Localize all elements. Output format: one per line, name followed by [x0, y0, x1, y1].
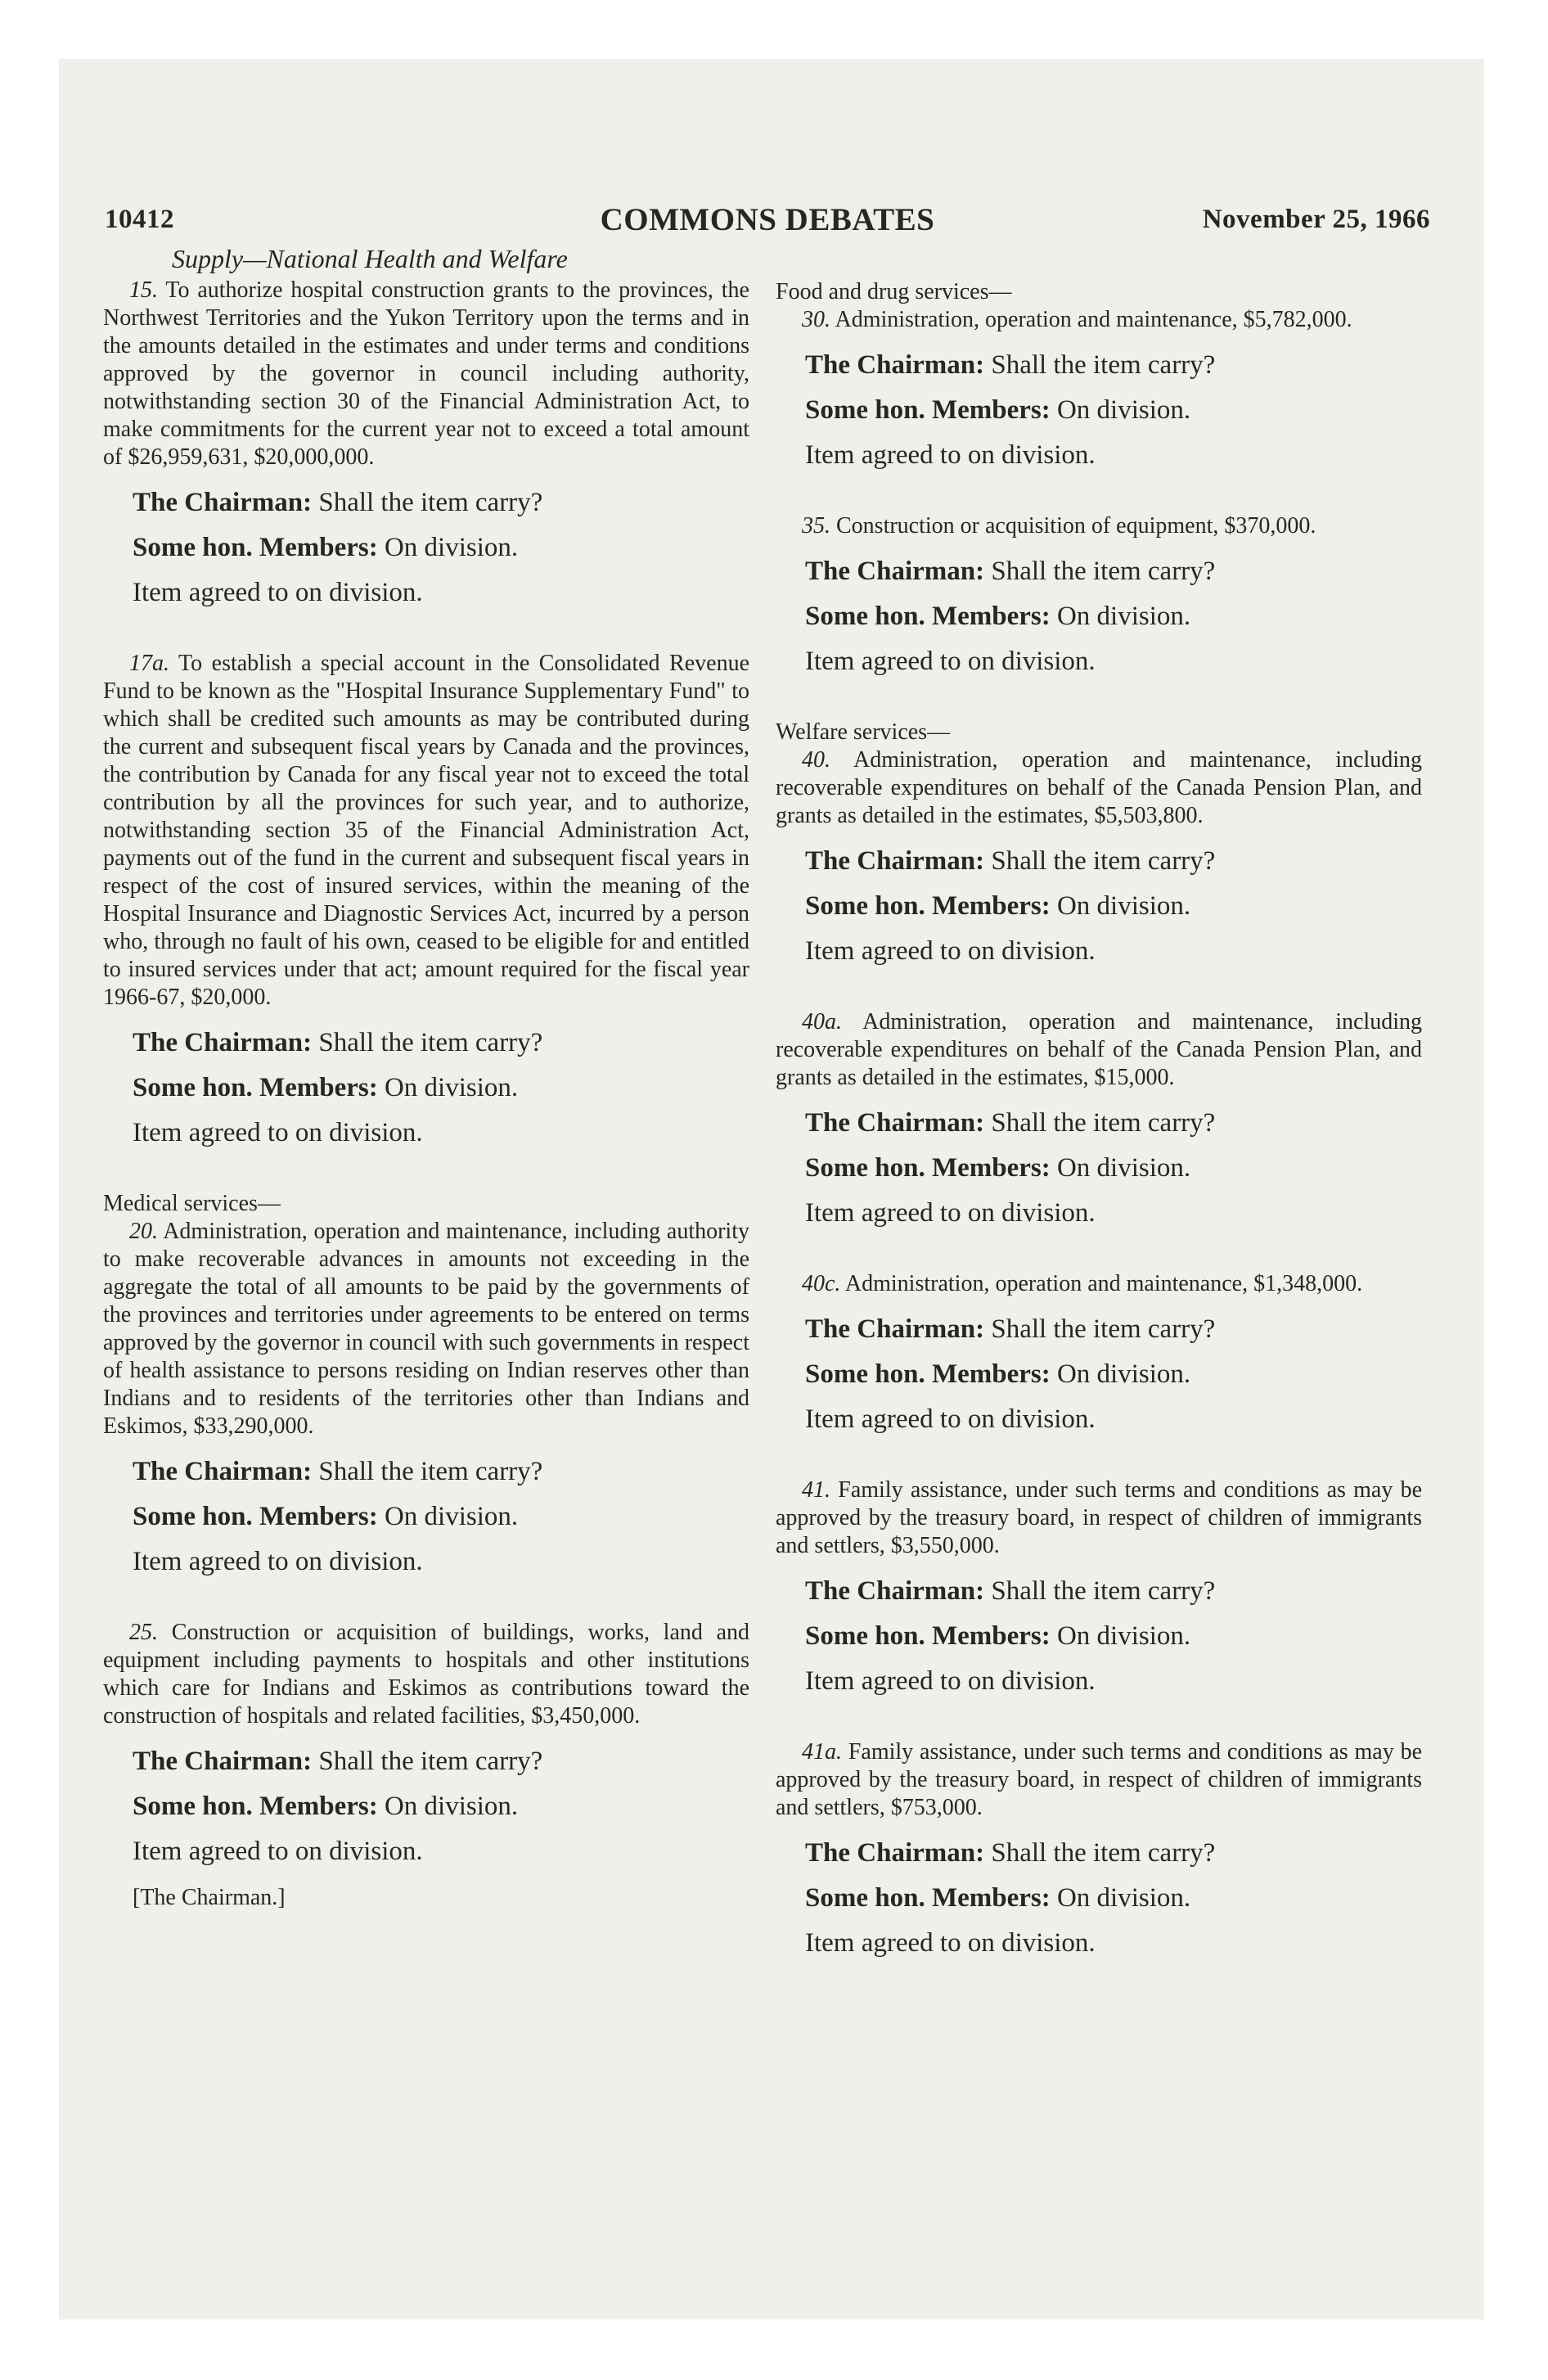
speech-text: On division. — [1056, 1359, 1191, 1389]
page-date: November 25, 1966 — [1202, 205, 1430, 234]
vote-text: To establish a special account in the Consolidated Revenue Fund to be known as the "Hospital Insurance Supplementary Fund" to which shall be credited such amounts as may be contributed during the current and subsequent fiscal years by Canada and the provinces, the contribution by Canada for any fiscal year not to exceed the total contribution by all the provinces for such year, and to authorize, notwithstanding section 35 of the Financial Administration Act, payments out of the fund in the current and subsequent fiscal years in respect of the cost of insured services, within the meaning of the Hospital Insurance and Diagnostic Services Act, incurred by a person who, through no fault of his own, ceased to be eligible for and entitled to insured services under that act; amount required for the fiscal year 1966-67, $20,000. — [103, 651, 750, 1010]
running-head: Supply—National Health and Welfare — [172, 244, 568, 273]
speaker-name: The Chairman: — [805, 846, 985, 876]
speaker-name: The Chairman: — [805, 557, 985, 586]
members-line — [805, 891, 1422, 921]
speech-text: Shall the item carry? — [991, 846, 1216, 876]
vote-text: Administration, operation and maintenance, $5,782,000. — [835, 307, 1352, 332]
speaker-name: The Chairman: — [133, 1028, 313, 1057]
vote-item-40a — [776, 1008, 1422, 1092]
vote-number: 25. — [129, 1620, 158, 1645]
vote-text: Administration, operation and maintenance, including recoverable expenditures on behalf of the Canada Pension Plan, and grants as detailed in the estimates, $5,503,800. — [776, 747, 1422, 828]
speech-text: Shall the item carry? — [318, 1028, 543, 1057]
speaker-name: Some hon. Members: — [133, 1073, 378, 1102]
chairman-line — [805, 350, 1422, 380]
chairman-line — [133, 1028, 749, 1057]
speaker-name: The Chairman: — [805, 350, 985, 380]
speech-text: Shall the item carry? — [991, 1576, 1216, 1606]
section-heading-medical: Medical services— — [103, 1191, 281, 1216]
speech-text: Shall the item carry? — [991, 1314, 1216, 1344]
speaker-name: Some hon. Members: — [805, 1153, 1051, 1183]
speech-text: On division. — [1056, 1153, 1191, 1183]
vote-item-25 — [103, 1619, 749, 1730]
agreed-line: Item agreed to on division. — [805, 647, 1096, 676]
speech-text: On division. — [384, 533, 519, 562]
speech-text: Shall the item carry? — [318, 1747, 543, 1776]
vote-item-35 — [776, 512, 1422, 540]
speaker-name: The Chairman: — [133, 1747, 313, 1776]
agreed-line: Item agreed to on division. — [805, 1666, 1096, 1696]
page-header — [105, 202, 1430, 242]
speech-text: Shall the item carry? — [991, 350, 1216, 380]
speaker-name: Some hon. Members: — [805, 1359, 1051, 1389]
chairman-line — [805, 557, 1422, 586]
vote-item-30 — [776, 306, 1422, 334]
agreed-line: Item agreed to on division. — [133, 578, 423, 607]
vote-number: 40c. — [802, 1271, 841, 1296]
speaker-name: The Chairman: — [805, 1576, 985, 1606]
members-line — [133, 1792, 749, 1821]
vote-text: Administration, operation and maintenance, $1,348,000. — [844, 1271, 1363, 1296]
vote-number: 15. — [129, 277, 158, 303]
chairman-line — [805, 1314, 1422, 1344]
speaker-name: Some hon. Members: — [805, 1883, 1051, 1913]
vote-text: Administration, operation and maintenance, including recoverable expenditures on behalf of the Canada Pension Plan, and grants as detailed in the estimates, $15,000. — [776, 1009, 1422, 1090]
vote-item-41a — [776, 1738, 1422, 1822]
speech-text: On division. — [1056, 395, 1191, 425]
agreed-line: Item agreed to on division. — [805, 1404, 1096, 1434]
speaker-name: Some hon. Members: — [805, 1621, 1051, 1651]
left-column — [103, 277, 749, 1912]
members-line — [805, 1153, 1422, 1183]
vote-number: 17a. — [129, 651, 169, 676]
speech-text: On division. — [1056, 1621, 1191, 1651]
agreed-line: Item agreed to on division. — [805, 936, 1096, 966]
vote-text: Construction or acquisition of equipment, $370,000. — [836, 513, 1316, 539]
members-line — [805, 1359, 1422, 1389]
vote-text: Family assistance, under such terms and conditions as may be approved by the treasury board, in respect of children of immigrants and settlers, $753,000. — [776, 1739, 1422, 1820]
speaker-name: The Chairman: — [133, 488, 313, 517]
chairman-line — [133, 1747, 749, 1776]
vote-item-17a — [103, 650, 749, 1012]
chairman-line — [805, 1576, 1422, 1606]
chairman-line — [805, 1838, 1422, 1868]
speech-text: On division. — [1056, 891, 1191, 921]
agreed-line: Item agreed to on division. — [133, 1837, 423, 1866]
agreed-line: Item agreed to on division. — [805, 440, 1096, 470]
members-line — [805, 1883, 1422, 1913]
speech-text: On division. — [384, 1502, 519, 1531]
closing-note: [The Chairman.] — [133, 1885, 286, 1910]
vote-item-20 — [103, 1218, 749, 1440]
vote-number: 35. — [802, 513, 830, 539]
speaker-name: Some hon. Members: — [805, 395, 1051, 425]
speaker-name: The Chairman: — [805, 1108, 985, 1138]
page-title: COMMONS DEBATES — [600, 202, 935, 237]
vote-text: Construction or acquisition of buildings, works, land and equipment including payments to hospitals and other institutions which care for Indians and Eskimos as contributions toward the construction of hospitals and related facilities, $3,450,000. — [103, 1620, 749, 1729]
vote-number: 40a. — [802, 1009, 842, 1034]
speech-text: Shall the item carry? — [318, 488, 543, 517]
right-column — [776, 278, 1422, 2000]
section-heading-welfare: Welfare services— — [776, 719, 951, 745]
agreed-line: Item agreed to on division. — [133, 1118, 423, 1147]
speaker-name: The Chairman: — [133, 1457, 313, 1486]
members-line — [805, 602, 1422, 631]
chairman-line — [133, 488, 749, 517]
vote-number: 41a. — [802, 1739, 842, 1765]
chairman-line — [805, 1108, 1422, 1138]
vote-number: 30. — [802, 307, 830, 332]
members-line — [805, 1621, 1422, 1651]
speech-text: Shall the item carry? — [991, 557, 1216, 586]
members-line — [805, 395, 1422, 425]
vote-item-40c — [776, 1270, 1422, 1298]
vote-text: Family assistance, under such terms and conditions as may be approved by the treasury board, in respect of children of immigrants and settlers, $3,550,000. — [776, 1477, 1423, 1558]
speech-text: On division. — [384, 1792, 519, 1821]
vote-number: 40. — [802, 747, 830, 773]
vote-item-40 — [776, 746, 1422, 830]
vote-text: To authorize hospital construction grants to the provinces, the Northwest Territories and the Yukon Territory upon the terms and in the amounts detailed in the estimates and under terms and conditions approved by the governor in council including authority, notwithstanding section 30 of the Financial Administration Act, to make commitments for the current year not to exceed a total amount of $26,959,631, $20,000,000. — [103, 277, 749, 470]
speech-text: On division. — [1056, 1883, 1191, 1913]
members-line — [133, 1073, 749, 1102]
vote-number: 20. — [129, 1219, 158, 1244]
speech-text: Shall the item carry? — [991, 1108, 1216, 1138]
speech-text: Shall the item carry? — [991, 1838, 1216, 1868]
section-heading-food: Food and drug services— — [776, 279, 1012, 304]
vote-number: 41. — [802, 1477, 830, 1503]
speaker-name: The Chairman: — [805, 1838, 985, 1868]
speaker-name: Some hon. Members: — [133, 533, 378, 562]
speaker-name: Some hon. Members: — [133, 1792, 378, 1821]
chairman-line — [133, 1457, 749, 1486]
agreed-line: Item agreed to on division. — [805, 1928, 1096, 1958]
agreed-line: Item agreed to on division. — [805, 1198, 1096, 1228]
speech-text: On division. — [1056, 602, 1191, 631]
speaker-name: Some hon. Members: — [133, 1502, 378, 1531]
speaker-name: Some hon. Members: — [805, 602, 1051, 631]
speaker-name: Some hon. Members: — [805, 891, 1051, 921]
agreed-line: Item agreed to on division. — [133, 1547, 423, 1576]
members-line — [133, 1502, 749, 1531]
chairman-line — [805, 846, 1422, 876]
speech-text: On division. — [384, 1073, 519, 1102]
vote-item-15 — [103, 277, 749, 471]
vote-text: Administration, operation and maintenance, including authority to make recoverable advances in amounts not exceeding in the aggregate the total of all amounts to be paid by the governments of the provinces and territories under agreements to be entered on terms approved by the governor in council with such governments in respect of health assistance to persons residing on Indian reserves other than Indians and to residents of the territories other than Indians and Eskimos, $33,290,000. — [103, 1219, 749, 1439]
members-line — [133, 533, 749, 562]
vote-item-41 — [776, 1476, 1422, 1560]
speaker-name: The Chairman: — [805, 1314, 985, 1344]
speech-text: Shall the item carry? — [318, 1457, 543, 1486]
page-number: 10412 — [105, 205, 174, 234]
